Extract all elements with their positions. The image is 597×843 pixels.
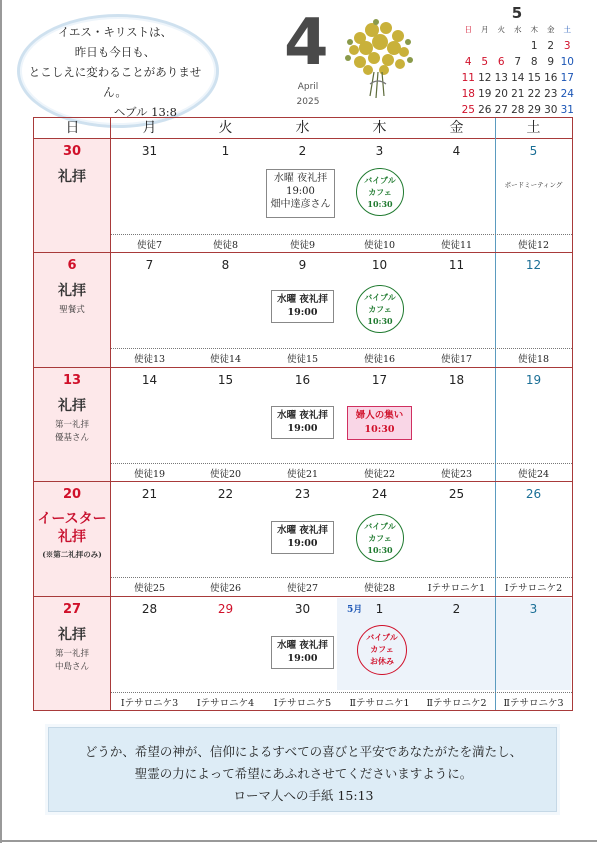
daily-reading: 使徒27 — [286, 583, 319, 594]
weekday-header: 木 — [372, 120, 387, 136]
daily-reading: 使徒22 — [363, 469, 396, 480]
daily-reading: Ⅱテサロニケ3 — [503, 698, 564, 709]
daily-reading: Ⅰテサロニケ3 — [120, 698, 179, 709]
mini-day: 25 — [461, 104, 475, 116]
page-border-bottom — [0, 840, 597, 842]
sunday-service-detail: 中島さん — [54, 662, 89, 672]
mini-day: 21 — [511, 88, 525, 100]
day-number: 28 — [141, 602, 158, 616]
weekday-header: 水 — [295, 120, 310, 136]
sunday-service-title: 礼拝 — [58, 283, 86, 299]
mini-day: 30 — [544, 104, 558, 116]
weekday-header: 火 — [218, 120, 233, 136]
sunday-service-title: 礼拝 — [58, 529, 86, 545]
daily-reading: 使徒9 — [289, 240, 316, 251]
mini-day: 24 — [560, 88, 574, 100]
daily-reading: Ⅱテサロニケ2 — [426, 698, 487, 709]
daily-reading: 使徒14 — [209, 354, 242, 365]
wednesday-night-service-event — [271, 406, 334, 439]
event-line: 水曜 夜礼拝 — [273, 173, 328, 184]
header-verse-line: 昨日も今日も、 — [74, 45, 156, 59]
mini-day: 3 — [563, 40, 571, 52]
wednesday-night-service-event — [271, 290, 334, 323]
mini-day — [460, 38, 477, 54]
event-line: 水曜 夜礼拝 — [277, 410, 328, 421]
mini-day: 2 — [547, 40, 555, 52]
wednesday-night-service-event — [266, 169, 335, 218]
mini-day — [493, 38, 510, 54]
daily-reading: Ⅰテサロニケ4 — [196, 698, 255, 709]
bible-cafe-event — [356, 514, 404, 562]
event-line: 10:30 — [367, 316, 393, 326]
day-number: 12 — [525, 258, 542, 272]
daily-reading: 使徒11 — [440, 240, 473, 251]
mini-weekday: 火 — [497, 25, 505, 34]
mini-day: 5 — [481, 56, 489, 68]
day-number: 11 — [448, 258, 465, 272]
day-number: 5 — [529, 144, 538, 158]
day-number: 17 — [371, 373, 388, 387]
event-line: 10:30 — [367, 199, 393, 209]
event-line: 水曜 夜礼拝 — [277, 525, 328, 536]
day-number: 30 — [62, 144, 82, 159]
event-line: 19:00 — [287, 538, 318, 549]
mini-day: 9 — [547, 56, 555, 68]
daily-reading: 使徒28 — [363, 583, 396, 594]
weekday-header: 金 — [449, 120, 464, 136]
day-number: 6 — [67, 258, 77, 273]
mini-day: 1 — [530, 40, 538, 52]
event-line: バイブル — [364, 521, 396, 531]
day-number: 26 — [525, 487, 542, 501]
mini-day: 8 — [530, 56, 538, 68]
daily-reading: Ⅱテサロニケ1 — [349, 698, 410, 709]
daily-reading: 使徒15 — [286, 354, 319, 365]
mini-day: 26 — [478, 104, 492, 116]
event-line: お休み — [370, 656, 394, 666]
mini-day: 18 — [461, 88, 475, 100]
reading-separator — [111, 348, 572, 349]
day-number: 23 — [294, 487, 311, 501]
day-number: 7 — [145, 258, 154, 272]
day-number: 2 — [298, 144, 307, 158]
footer-verse-box — [48, 727, 557, 812]
week-divider — [34, 481, 572, 482]
mini-day: 14 — [511, 72, 525, 84]
footer-verse-line: どうか、希望の神が、信仰によるすべての喜びと平安であなたがたを満たし、 — [84, 744, 523, 759]
april-calendar-grid — [33, 117, 573, 711]
sunday-service-title: 礼拝 — [58, 169, 86, 185]
weekday-header-row — [34, 118, 572, 139]
day-number: 1 — [375, 602, 384, 616]
mini-day: 29 — [527, 104, 541, 116]
event-line: 19:00 — [287, 307, 318, 318]
weekday-header: 月 — [142, 120, 157, 136]
event-line: 19:00 — [286, 186, 315, 197]
mini-day: 22 — [527, 88, 541, 100]
mini-calendar-month: 5 — [511, 4, 523, 22]
mini-calendar — [460, 24, 576, 118]
day-number: 3 — [375, 144, 384, 158]
daily-reading: 使徒23 — [440, 469, 473, 480]
event-line: 水曜 夜礼拝 — [277, 640, 328, 651]
day-number: 27 — [62, 602, 82, 617]
daily-reading: 使徒12 — [517, 240, 550, 251]
day-number: 29 — [217, 602, 234, 616]
week-divider — [34, 252, 572, 253]
day-number: 3 — [529, 602, 538, 616]
month-name: April — [297, 82, 319, 92]
bible-cafe-event — [356, 168, 404, 216]
week-divider — [34, 367, 572, 368]
mini-day: 12 — [478, 72, 492, 84]
event-line: バイブル — [364, 175, 396, 185]
mini-day — [477, 38, 494, 54]
mini-day: 16 — [544, 72, 558, 84]
bible-cafe-closed-event — [357, 625, 407, 675]
wednesday-night-service-event — [271, 521, 334, 554]
daily-reading: Ⅰテサロニケ2 — [504, 583, 563, 594]
mini-day: 31 — [560, 104, 574, 116]
day-number: 20 — [62, 487, 82, 502]
daily-reading: 使徒24 — [517, 469, 550, 480]
day-number: 14 — [141, 373, 158, 387]
event-line: 19:00 — [287, 653, 318, 664]
event-line: カフェ — [370, 644, 394, 654]
mini-day: 23 — [544, 88, 558, 100]
event-line: カフェ — [368, 533, 392, 543]
wednesday-night-service-event — [271, 636, 334, 669]
day-number: 16 — [294, 373, 311, 387]
day-number: 19 — [525, 373, 542, 387]
daily-reading: 使徒8 — [212, 240, 239, 251]
sunday-service-title: イースター — [37, 511, 107, 527]
event-line: 10:30 — [367, 545, 393, 555]
day-number: 25 — [448, 487, 465, 501]
header-verse-line: とこしえに変わることがありません。 — [28, 65, 202, 99]
event-line: バイブル — [364, 292, 396, 302]
column-divider — [110, 118, 111, 710]
day-number: 15 — [217, 373, 234, 387]
daily-reading: 使徒13 — [133, 354, 166, 365]
daily-reading: Ⅰテサロニケ1 — [427, 583, 486, 594]
daily-reading: 使徒25 — [133, 583, 166, 594]
event-line: 10:30 — [364, 424, 395, 435]
header-verse-reference: ヘブル 13:8 — [113, 105, 177, 119]
mini-weekday: 金 — [547, 25, 555, 34]
event-line: バイブル — [366, 632, 398, 642]
sunday-service-detail: 第一礼拝 — [54, 649, 89, 659]
footer-verse-reference: ローマ人への手紙 15:13 — [233, 788, 374, 803]
daily-reading: 使徒7 — [136, 240, 163, 251]
mini-day: 4 — [464, 56, 472, 68]
event-line: 19:00 — [287, 423, 318, 434]
event-line: カフェ — [368, 304, 392, 314]
mimosa-bouquet-illustration — [340, 18, 416, 104]
may-label: 5月 — [347, 605, 363, 615]
sunday-service-detail: 聖餐式 — [59, 305, 85, 315]
sunday-service-title: 礼拝 — [58, 398, 86, 414]
daily-reading: 使徒16 — [363, 354, 396, 365]
mini-day: 7 — [514, 56, 522, 68]
mini-day: 15 — [527, 72, 541, 84]
mini-weekday: 土 — [563, 25, 571, 34]
bible-cafe-event — [356, 285, 404, 333]
womens-meeting-event — [347, 406, 412, 440]
event-line: 畑中達彦さん — [270, 199, 331, 210]
daily-reading: 使徒21 — [286, 469, 319, 480]
day-number: 10 — [371, 258, 388, 272]
mini-day: 19 — [478, 88, 492, 100]
header-verse-line: イエス・キリストは、 — [57, 25, 173, 39]
reading-separator — [111, 234, 572, 235]
day-number: 24 — [371, 487, 388, 501]
weekday-header: 日 — [65, 120, 80, 136]
mini-day — [510, 38, 527, 54]
footer-verse-line: 聖霊の力によって希望にあふれさせてくださいますように。 — [134, 766, 473, 781]
weekday-header: 土 — [526, 120, 541, 136]
week-divider — [34, 596, 572, 597]
daily-reading: 使徒19 — [133, 469, 166, 480]
day-number: 8 — [221, 258, 230, 272]
mini-day: 27 — [494, 104, 508, 116]
event-line: カフェ — [368, 187, 392, 197]
reading-separator — [111, 577, 572, 578]
sunday-service-detail: 第一礼拝 — [54, 420, 89, 430]
day-number: 13 — [62, 373, 82, 388]
day-number: 31 — [141, 144, 158, 158]
event-line: 水曜 夜礼拝 — [277, 294, 328, 305]
reading-separator — [111, 692, 572, 693]
mini-weekday: 木 — [530, 25, 538, 34]
sunday-service-detail: 優基さん — [54, 433, 89, 443]
day-number: 18 — [448, 373, 465, 387]
mini-day: 20 — [494, 88, 508, 100]
day-number: 4 — [452, 144, 461, 158]
board-meeting-event: ボードミーティング — [504, 181, 563, 189]
daily-reading: 使徒10 — [363, 240, 396, 251]
mini-day: 10 — [560, 56, 574, 68]
daily-reading: 使徒18 — [517, 354, 550, 365]
mini-day: 11 — [461, 72, 475, 84]
mini-weekday: 日 — [464, 25, 472, 34]
day-number: 22 — [217, 487, 234, 501]
sunday-service-title: 礼拝 — [58, 627, 86, 643]
sunday-service-note: (※第二礼拝のみ) — [42, 550, 102, 559]
mini-weekday: 水 — [514, 25, 522, 34]
header-verse — [17, 22, 213, 122]
mini-day: 6 — [497, 56, 505, 68]
daily-reading: 使徒17 — [440, 354, 473, 365]
daily-reading: 使徒20 — [209, 469, 242, 480]
day-number: 9 — [298, 258, 307, 272]
daily-reading: Ⅰテサロニケ5 — [273, 698, 332, 709]
page-border-left — [0, 0, 2, 843]
column-divider — [495, 118, 496, 710]
event-line: 婦人の集い — [355, 410, 404, 421]
mini-day: 28 — [511, 104, 525, 116]
day-number: 21 — [141, 487, 158, 501]
daily-reading: 使徒26 — [209, 583, 242, 594]
day-number: 30 — [294, 602, 311, 616]
reading-separator — [111, 463, 572, 464]
day-number: 2 — [452, 602, 461, 616]
day-number: 1 — [221, 144, 230, 158]
year: 2025 — [296, 97, 320, 107]
mini-weekday: 月 — [481, 25, 489, 34]
mini-day: 17 — [560, 72, 574, 84]
month-number: 4 — [284, 6, 329, 80]
mini-day: 13 — [494, 72, 508, 84]
